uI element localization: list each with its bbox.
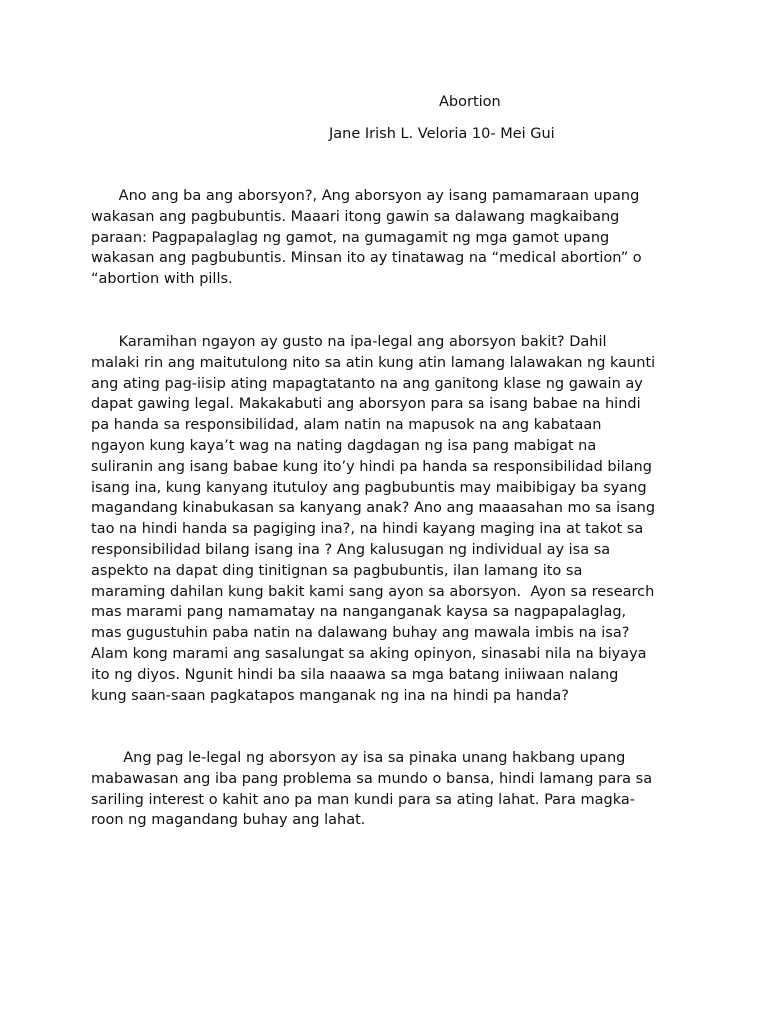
paragraph-1: Ano ang ba ang aborsyon?, Ang aborsyon ay isang pamamaraan upang wakasan ang pagbubuntis. Maaari itong gawin sa dalawang magkaibang paraan: Pagpapalaglag ng gamot, na gumagamit ng mga gamot upang wakasan ang pagbubuntis. Minsan ito ay tinatawag na “medical abortion” o “abortion with pills. xyxy=(91,188,642,288)
paragraph-3: Ang pag le-legal ng aborsyon ay isa sa pinaka unang hakbang upang mabawasan ang iba pang problema sa mundo o bansa, hindi lamang para sa sariling interest o kahit ano pa man kundi para sa ating lahat. Para magka- roon ng magandang buhay ang lahat. xyxy=(91,750,653,829)
author-line: Jane Irish L. Veloria 10- Mei Gui xyxy=(329,126,555,142)
paragraph-2: Karamihan ngayon ay gusto na ipa-legal ang aborsyon bakit? Dahil malaki rin ang maitutulong nito sa atin kung atin lamang lalawakan ng kaunti ang ating pag-iisip ating mapagtatanto na ang ganitong klase ng gawain ay dapat gawing legal. Makakabuti ang aborsyon para sa isang babae na hindi pa handa sa responsibilidad, alam natin na mapusok na ang kabataan ngayon kung kaya’t wag na nating dagdagan ng isa pang mabigat na suliranin ang isang babae kung ito’y hindi pa handa sa responsibilidad bilang isang ina, kung kanyang itutuloy ang pagbubuntis may maibibigay ba syang magandang kinabukasan sa kanyang anak? Ano ang maaasahan mo sa isang tao na hindi handa sa pagiging ina?, na hindi kayang maging ina at takot sa responsibilidad bilang isang ina ? Ang kalusugan ng individual ay isa sa aspekto na dapat ding tinitignan sa pagbubuntis, ilan lamang ito sa maraming dahilan kung bakit kami sang ayon sa aborsyon. Ayon sa research mas marami pang namamatay na nanganganak kaysa sa nagpapalaglag, mas gugustuhin paba natin na dalawang buhay ang mawala imbis na isa? Alam kong marami ang sasalungat sa aking opinyon, sinasabi nila na biyaya ito ng diyos. Ngunit hindi ba sila naaawa sa mga batang iniiwaan nalang kung saan-saan pagkatapos manganak ng ina na hindi pa handa? xyxy=(91,334,656,704)
document-title: Abortion xyxy=(439,94,501,110)
paragraph-3-container xyxy=(91,748,691,831)
paragraph-2-container xyxy=(91,332,691,706)
paragraph-1-container xyxy=(91,186,691,290)
